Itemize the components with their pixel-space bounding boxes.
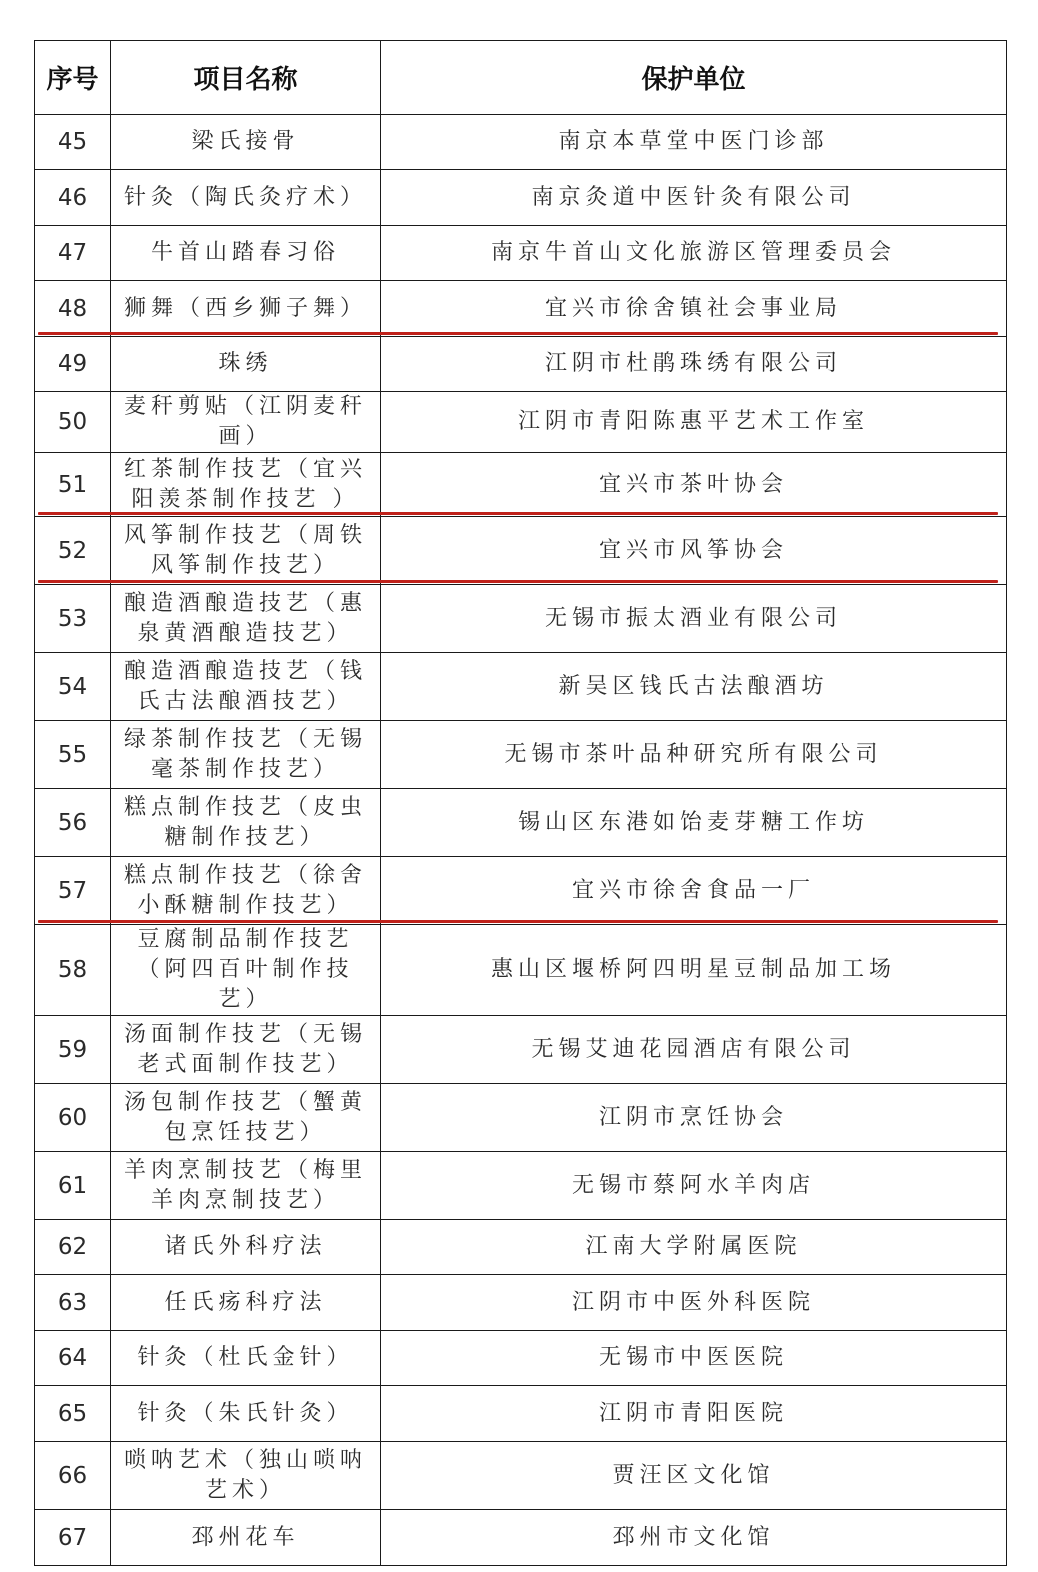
- cell-serial-no: 56: [35, 789, 111, 857]
- cell-serial-no: 48: [35, 281, 111, 337]
- table-row: [35, 585, 1007, 653]
- table-header: [35, 41, 1007, 115]
- cell-project-name: 牛首山踏春习俗: [111, 226, 381, 281]
- table-row: [35, 170, 1007, 226]
- cell-serial-no: 53: [35, 585, 111, 653]
- cell-protection-unit: 宜兴市茶叶协会: [381, 453, 1007, 517]
- table-row: [35, 1275, 1007, 1331]
- cell-project-name: 唢呐艺术（独山唢呐艺术）: [111, 1442, 381, 1510]
- cell-project-name: 邳州花车: [111, 1510, 381, 1566]
- table-row: [35, 1152, 1007, 1220]
- cell-protection-unit: 宜兴市风筝协会: [381, 517, 1007, 585]
- table-row: [35, 1220, 1007, 1275]
- cell-project-name: 汤面制作技艺（无锡老式面制作技艺）: [111, 1016, 381, 1084]
- cell-protection-unit: 无锡市振太酒业有限公司: [381, 585, 1007, 653]
- cell-serial-no: 67: [35, 1510, 111, 1566]
- cell-serial-no: 62: [35, 1220, 111, 1275]
- cell-serial-no: 58: [35, 925, 111, 1016]
- red-underline-row-57: [38, 920, 998, 923]
- cell-project-name: 珠绣: [111, 337, 381, 392]
- cell-project-name: 酿造酒酿造技艺（惠泉黄酒酿造技艺）: [111, 585, 381, 653]
- heritage-list-table: [34, 40, 1007, 1566]
- table-row: [35, 1016, 1007, 1084]
- cell-project-name: 酿造酒酿造技艺（钱氏古法酿酒技艺）: [111, 653, 381, 721]
- cell-protection-unit: 南京本草堂中医门诊部: [381, 115, 1007, 170]
- red-underline-row-51: [38, 512, 998, 515]
- cell-project-name: 麦秆剪贴（江阴麦秆画）: [111, 392, 381, 453]
- table-row: [35, 1386, 1007, 1442]
- cell-project-name: 糕点制作技艺（皮虫糖制作技艺）: [111, 789, 381, 857]
- cell-serial-no: 59: [35, 1016, 111, 1084]
- cell-project-name: 梁氏接骨: [111, 115, 381, 170]
- table-row: [35, 653, 1007, 721]
- cell-project-name: 针灸（陶氏灸疗术）: [111, 170, 381, 226]
- cell-protection-unit: 江阴市中医外科医院: [381, 1275, 1007, 1331]
- cell-protection-unit: 惠山区堰桥阿四明星豆制品加工场: [381, 925, 1007, 1016]
- table-row: [35, 392, 1007, 453]
- cell-protection-unit: 江阴市青阳医院: [381, 1386, 1007, 1442]
- cell-project-name: 针灸（朱氏针灸）: [111, 1386, 381, 1442]
- cell-serial-no: 45: [35, 115, 111, 170]
- cell-serial-no: 52: [35, 517, 111, 585]
- header-row: [35, 41, 1007, 115]
- table-row: [35, 1442, 1007, 1510]
- table-row: [35, 789, 1007, 857]
- cell-protection-unit: 贾汪区文化馆: [381, 1442, 1007, 1510]
- cell-serial-no: 50: [35, 392, 111, 453]
- cell-project-name: 糕点制作技艺（徐舍小酥糖制作技艺）: [111, 857, 381, 925]
- cell-protection-unit: 宜兴市徐舍镇社会事业局: [381, 281, 1007, 337]
- cell-serial-no: 57: [35, 857, 111, 925]
- table-row: [35, 1510, 1007, 1566]
- cell-protection-unit: 无锡市茶叶品种研究所有限公司: [381, 721, 1007, 789]
- cell-serial-no: 47: [35, 226, 111, 281]
- cell-protection-unit: 无锡艾迪花园酒店有限公司: [381, 1016, 1007, 1084]
- cell-protection-unit: 江阴市杜鹃珠绣有限公司: [381, 337, 1007, 392]
- cell-protection-unit: 南京牛首山文化旅游区管理委员会: [381, 226, 1007, 281]
- cell-protection-unit: 锡山区东港如饴麦芽糖工作坊: [381, 789, 1007, 857]
- table-row: [35, 453, 1007, 517]
- red-underline-row-52: [38, 580, 998, 583]
- cell-project-name: 羊肉烹制技艺（梅里羊肉烹制技艺）: [111, 1152, 381, 1220]
- cell-serial-no: 51: [35, 453, 111, 517]
- cell-protection-unit: 江南大学附属医院: [381, 1220, 1007, 1275]
- header-serial-no: 序号: [35, 41, 111, 115]
- cell-project-name: 狮舞（西乡狮子舞）: [111, 281, 381, 337]
- cell-serial-no: 46: [35, 170, 111, 226]
- cell-serial-no: 55: [35, 721, 111, 789]
- cell-project-name: 诸氏外科疗法: [111, 1220, 381, 1275]
- cell-serial-no: 66: [35, 1442, 111, 1510]
- cell-protection-unit: 邳州市文化馆: [381, 1510, 1007, 1566]
- table-row: [35, 1084, 1007, 1152]
- cell-protection-unit: 无锡市中医医院: [381, 1331, 1007, 1386]
- cell-protection-unit: 新吴区钱氏古法酿酒坊: [381, 653, 1007, 721]
- table-row: [35, 226, 1007, 281]
- cell-serial-no: 64: [35, 1331, 111, 1386]
- table-row: [35, 857, 1007, 925]
- cell-project-name: 豆腐制品制作技艺（阿四百叶制作技艺）: [111, 925, 381, 1016]
- cell-project-name: 红茶制作技艺（宜兴阳羡茶制作技艺 ）: [111, 453, 381, 517]
- table-row: [35, 337, 1007, 392]
- table-row: [35, 517, 1007, 585]
- cell-protection-unit: 江阴市烹饪协会: [381, 1084, 1007, 1152]
- red-underline-row-48: [38, 332, 998, 335]
- cell-protection-unit: 无锡市蔡阿水羊肉店: [381, 1152, 1007, 1220]
- header-protection-unit: 保护单位: [381, 41, 1007, 115]
- cell-project-name: 风筝制作技艺（周铁风筝制作技艺）: [111, 517, 381, 585]
- cell-serial-no: 61: [35, 1152, 111, 1220]
- cell-protection-unit: 宜兴市徐舍食品一厂: [381, 857, 1007, 925]
- cell-serial-no: 54: [35, 653, 111, 721]
- cell-project-name: 绿茶制作技艺（无锡毫茶制作技艺）: [111, 721, 381, 789]
- table-row: [35, 925, 1007, 1016]
- cell-serial-no: 63: [35, 1275, 111, 1331]
- table-row: [35, 721, 1007, 789]
- cell-protection-unit: 南京灸道中医针灸有限公司: [381, 170, 1007, 226]
- cell-project-name: 任氏疡科疗法: [111, 1275, 381, 1331]
- cell-serial-no: 60: [35, 1084, 111, 1152]
- cell-serial-no: 49: [35, 337, 111, 392]
- table-row: [35, 1331, 1007, 1386]
- header-project-name: 项目名称: [111, 41, 381, 115]
- cell-serial-no: 65: [35, 1386, 111, 1442]
- cell-project-name: 针灸（杜氏金针）: [111, 1331, 381, 1386]
- cell-project-name: 汤包制作技艺（蟹黄包烹饪技艺）: [111, 1084, 381, 1152]
- table-row: [35, 281, 1007, 337]
- table-row: [35, 115, 1007, 170]
- cell-protection-unit: 江阴市青阳陈惠平艺术工作室: [381, 392, 1007, 453]
